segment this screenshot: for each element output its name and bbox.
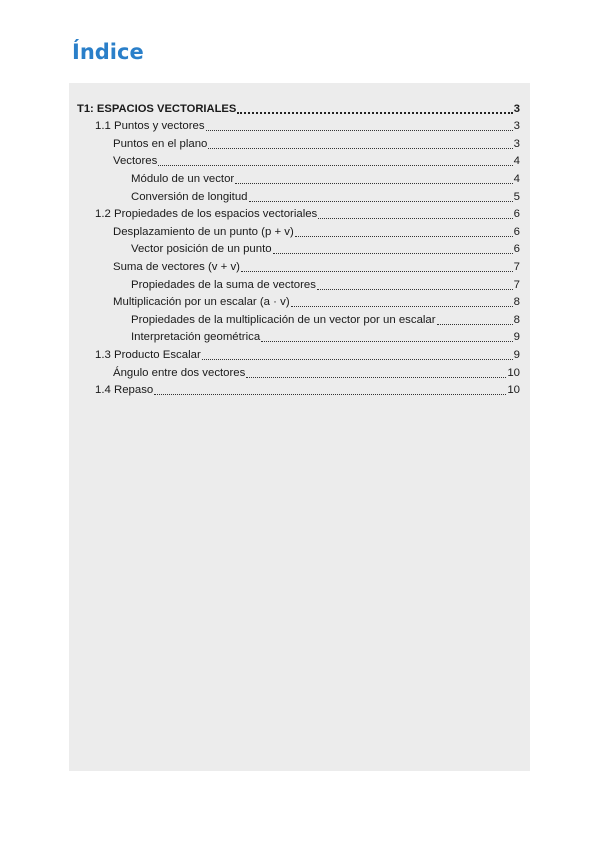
toc-dot-leader — [241, 271, 513, 272]
toc-entry-label: Conversión de longitud — [131, 190, 248, 203]
toc-entry-label: Módulo de un vector — [131, 172, 235, 185]
toc-entry[interactable] — [69, 98, 530, 116]
page-title: Índice — [72, 40, 144, 64]
toc-entry[interactable] — [69, 239, 530, 257]
toc-entry[interactable] — [69, 309, 530, 327]
toc-entry-page-number: 7 — [513, 278, 520, 291]
toc-entry-page-number: 10 — [507, 366, 520, 379]
toc-entry[interactable] — [69, 274, 530, 292]
toc-entry-label: Propiedades de la suma de vectores — [131, 278, 316, 291]
toc-entry[interactable] — [69, 204, 530, 222]
toc-entry-page-number: 4 — [513, 172, 520, 185]
toc-entry-label: Desplazamiento de un punto (p + v) — [113, 225, 294, 238]
toc-entry-page-number: 4 — [513, 155, 520, 168]
toc-dot-leader — [208, 148, 512, 149]
toc-entry-page-number: 6 — [513, 243, 520, 256]
toc-list — [69, 98, 530, 397]
toc-entry-label: Multiplicación por un escalar (a · v) — [113, 296, 290, 309]
toc-entry[interactable] — [69, 221, 530, 239]
toc-entry-label: 1.2 Propiedades de los espacios vectoriales — [95, 208, 318, 221]
toc-entry-page-number: 5 — [513, 190, 520, 203]
toc-dot-leader — [202, 359, 513, 360]
toc-entry-label: Suma de vectores (v + v) — [113, 260, 240, 273]
toc-entry-label: 1.3 Producto Escalar — [95, 348, 201, 361]
toc-dot-leader — [318, 218, 512, 219]
toc-entry-page-number: 3 — [513, 120, 520, 133]
toc-dot-leader — [295, 236, 513, 237]
toc-entry[interactable] — [69, 380, 530, 398]
toc-entry[interactable] — [69, 151, 530, 169]
toc-entry-page-number: 3 — [513, 137, 520, 150]
toc-entry[interactable] — [69, 256, 530, 274]
toc-entry-label: Interpretación geométrica — [131, 331, 261, 344]
toc-entry[interactable] — [69, 133, 530, 151]
toc-entry-page-number: 6 — [513, 225, 520, 238]
toc-entry[interactable] — [69, 327, 530, 345]
toc-entry-label: Ángulo entre dos vectores — [113, 366, 246, 379]
toc-dot-leader — [437, 324, 513, 325]
toc-entry-label: Vector posición de un punto — [131, 243, 272, 256]
toc-entry[interactable] — [69, 344, 530, 362]
toc-dot-leader — [273, 253, 513, 254]
toc-entry-label: Puntos en el plano — [113, 137, 208, 150]
toc-entry-label: 1.4 Repaso — [95, 384, 154, 397]
toc-entry[interactable] — [69, 292, 530, 310]
toc-dot-leader — [154, 394, 506, 395]
toc-entry-page-number: 7 — [513, 260, 520, 273]
toc-entry-page-number: 8 — [513, 313, 520, 326]
toc-entry-label: 1.1 Puntos y vectores — [95, 120, 205, 133]
toc-entry-page-number: 10 — [507, 384, 520, 397]
toc-dot-leader — [235, 183, 512, 184]
toc-entry[interactable] — [69, 168, 530, 186]
toc-dot-leader — [206, 130, 513, 131]
toc-entry-label: T1: ESPACIOS VECTORIALES — [77, 102, 237, 115]
toc-entry-label: Vectores — [113, 155, 158, 168]
toc-entry[interactable] — [69, 186, 530, 204]
toc-entry-page-number: 3 — [513, 102, 520, 115]
toc-entry-page-number: 8 — [513, 296, 520, 309]
toc-dot-leader — [261, 341, 512, 342]
toc-dot-leader — [246, 377, 506, 378]
toc-entry[interactable] — [69, 362, 530, 380]
toc-dot-leader — [317, 289, 513, 290]
table-of-contents — [69, 83, 530, 771]
toc-entry-page-number: 9 — [513, 348, 520, 361]
toc-entry-page-number: 9 — [513, 331, 520, 344]
toc-dot-leader — [158, 165, 512, 166]
toc-entry-page-number: 6 — [513, 208, 520, 221]
toc-dot-leader — [249, 201, 513, 202]
toc-dot-leader — [237, 112, 512, 114]
toc-entry-label: Propiedades de la multiplicación de un vector por un escalar — [131, 313, 436, 326]
toc-entry[interactable] — [69, 116, 530, 134]
toc-dot-leader — [291, 306, 513, 307]
